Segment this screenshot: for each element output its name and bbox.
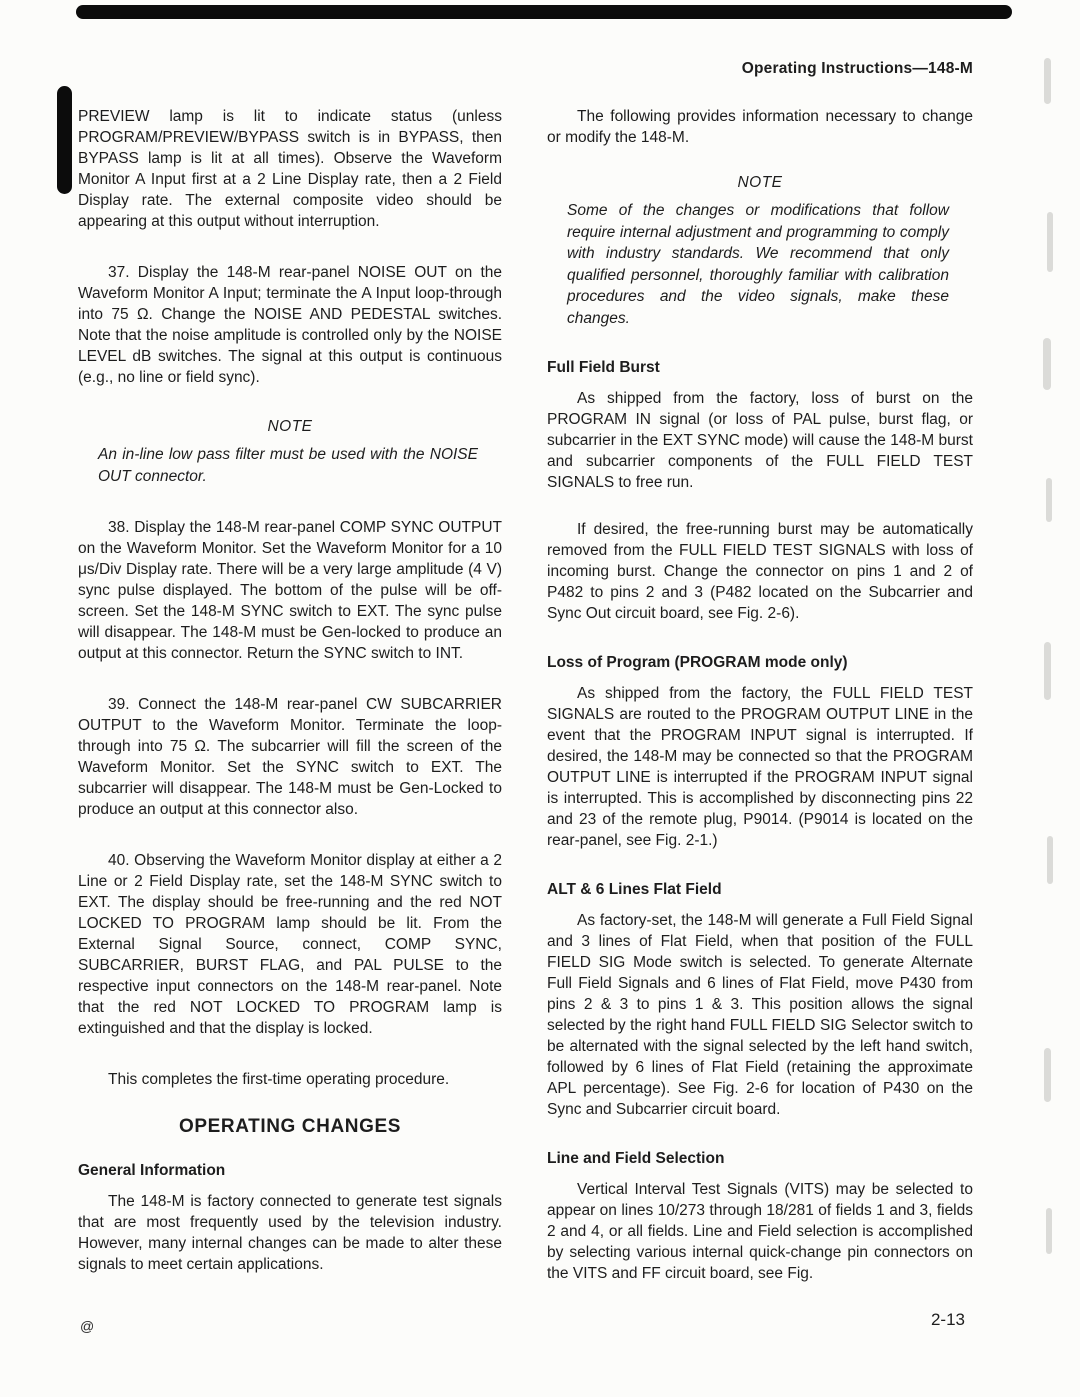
step-40: 40. Observing the Waveform Monitor display at either a 2 Line or 2 Field Display rate, set the 148-M SYNC switch to EXT. The display should be free-running and the red NOT LOCKED TO PROGRAM lamp should be lit. From the External Signal Source, connect, COMP SYNC, SUBCARRIER, BURST FLAG, and PAL PULSE to the respective input connectors on the 148-M rear-panel. Note that the red NOT LOCKED TO PROGRAM lamp is extinguished and that the display is locked. xyxy=(78,852,502,1037)
page-header-title: Operating Instructions—148-M xyxy=(741,60,973,77)
scan-artifact-top-bar-shadow xyxy=(120,14,820,19)
scan-smudge xyxy=(1044,58,1051,104)
subheading-line-and-field-selection: Line and Field Selection xyxy=(547,1150,725,1167)
section-loss-of-program xyxy=(547,654,973,851)
scan-smudge xyxy=(1043,338,1051,390)
scan-smudge xyxy=(1047,212,1053,272)
paragraph: As factory-set, the 148-M will generate a Full Field Signal and 3 lines of Flat Field, when that position of the FULL FIELD SIG Mode switch is selected. To generate Alternate Full Field Signals and 6 lines of Flat Field, move P430 from pins 2 & 3 to pins 1 & 3. This position allows the signal selected by the right hand FULL FIELD SIG Selector switch to be alternated with the signal selected by the left hand switch, followed by 6 lines of Flat Field (retaining the approximate APL percentage). See Fig. 2-6 for location of P430 on the Sync and Subcarrier circuit board. xyxy=(547,912,973,1118)
subheading-loss-of-program: Loss of Program (PROGRAM mode only) xyxy=(547,654,848,671)
scan-smudge xyxy=(1046,478,1052,522)
subheading-alt-6-lines-flat-field: ALT & 6 Lines Flat Field xyxy=(547,881,722,898)
paragraph-intro: The following provides information necessary to change or modify the 148-M. xyxy=(547,108,973,146)
step-39: 39. Connect the 148-M rear-panel CW SUBCARRIER OUTPUT to the Waveform Monitor. Terminate the loop-through into 75 Ω. The subcarrier will fill the screen of the Waveform Monitor. Set the SYNC switch to EXT. The subcarrier will disappear. The 148-M must be Gen-Locked to produce an output at this connector also. xyxy=(78,696,502,818)
subheading-full-field-burst: Full Field Burst xyxy=(547,359,660,376)
paragraph: If desired, the free-running burst may be automatically removed from the FULL FIELD TEST SIGNALS with loss of incoming burst. Change the connector on pins 1 and 2 of P482 to pins 2 and 3 (P482 located on the Subcarrier and Sync Out circuit board, see Fig. 2-6). xyxy=(547,521,973,622)
paragraph-completion: This completes the first-time operating procedure. xyxy=(108,1071,450,1088)
footer-copyright-mark: @ xyxy=(80,1318,95,1334)
scan-smudge xyxy=(1046,1208,1052,1254)
note-block-noise-filter xyxy=(78,418,502,487)
step-37: 37. Display the 148-M rear-panel NOISE OUT on the Waveform Monitor A Input; terminate the A Input loop-through into 75 Ω. Change the NOISE AND PEDESTAL switches. Note that the noise amplitude is controlled only by the NOISE LEVEL dB switches. The signal at this output is continuous (e.g., no line or field sync). xyxy=(78,264,502,386)
step-38: 38. Display the 148-M rear-panel COMP SYNC OUTPUT on the Waveform Monitor. Set the Waveform Monitor for a 10 μs/Div Display rate. There will be a very large amplitude (4 V) sync pulse displayed. The bottom of the pulse will be off-screen. Set the 148-M SYNC switch to EXT. The sync pulse will disappear. The 148-M must be Gen-locked to produce an output at this connector. Return the SYNC switch to INT. xyxy=(78,519,502,662)
section-full-field-burst xyxy=(547,359,973,624)
paragraph-preview-lamp: PREVIEW lamp is lit to indicate status (unless PROGRAM/PREVIEW/BYPASS switch is in BYPASS, then BYPASS lamp is lit at all times). Observe the Waveform Monitor A Input first at a 2 Line Display rate, then a 2 Field Display rate. The external composite video should be appearing at this output without interruption. xyxy=(78,108,502,230)
note-body: An in-line low pass filter must be used with the NOISE OUT connector. xyxy=(98,446,478,485)
page-number: 2-13 xyxy=(930,1310,965,1329)
paragraph: As shipped from the factory, the FULL FIELD TEST SIGNALS are routed to the PROGRAM OUTPUT LINE in the event that the PROGRAM INPUT signal is interrupted. If desired, the 148-M may be connected so that the PROGRAM OUTPUT LINE is interrupted if the PROGRAM INPUT signal is interrupted. This is accomplished by disconnecting pins 22 and 23 of the remote plug, P9014. (P9014 is located on the rear-panel, see Fig. 2-1.) xyxy=(547,685,973,849)
scan-artifact-left-bar xyxy=(57,86,72,194)
scan-smudge xyxy=(1044,642,1051,700)
note-block-modifications xyxy=(547,174,973,329)
paragraph-general-information: The 148-M is factory connected to generate test signals that are most frequently used by the television industry. However, many internal changes can be made to alter these signals to meet certain applications. xyxy=(78,1193,502,1273)
right-column xyxy=(547,106,973,1314)
subheading-general-information: General Information xyxy=(78,1162,226,1179)
section-line-and-field-selection xyxy=(547,1150,973,1284)
paragraph: Vertical Interval Test Signals (VITS) may be selected to appear on lines 10/273 through 18/281 of fields 1 and 3, fields 2 and 4, or all fields. Line and Field selection is accomplished by selecting various internal quick-change pin connectors on the VITS and FF circuit board, see Fig. xyxy=(547,1181,973,1282)
note-label: NOTE xyxy=(267,418,313,435)
paragraph: As shipped from the factory, loss of burst on the PROGRAM IN signal (or loss of PAL pulse, burst flag, or subcarrier in the EXT SYNC mode) will cause the 148-M burst and subcarrier components of the FULL FIELD TEST SIGNALS to free run. xyxy=(547,390,973,491)
note-body: Some of the changes or modifications that follow require internal adjustment and programming to comply with industry standards. We recommend that only qualified personnel, thoroughly familiar with calibration procedures and the video signals, make these changes. xyxy=(567,202,949,327)
section-heading-operating-changes: OPERATING CHANGES xyxy=(178,1116,402,1137)
left-column xyxy=(78,106,502,1305)
scan-smudge xyxy=(1047,836,1053,884)
note-label: NOTE xyxy=(737,174,783,191)
section-alt-6-lines-flat-field xyxy=(547,881,973,1120)
scan-smudge xyxy=(1044,1048,1051,1102)
